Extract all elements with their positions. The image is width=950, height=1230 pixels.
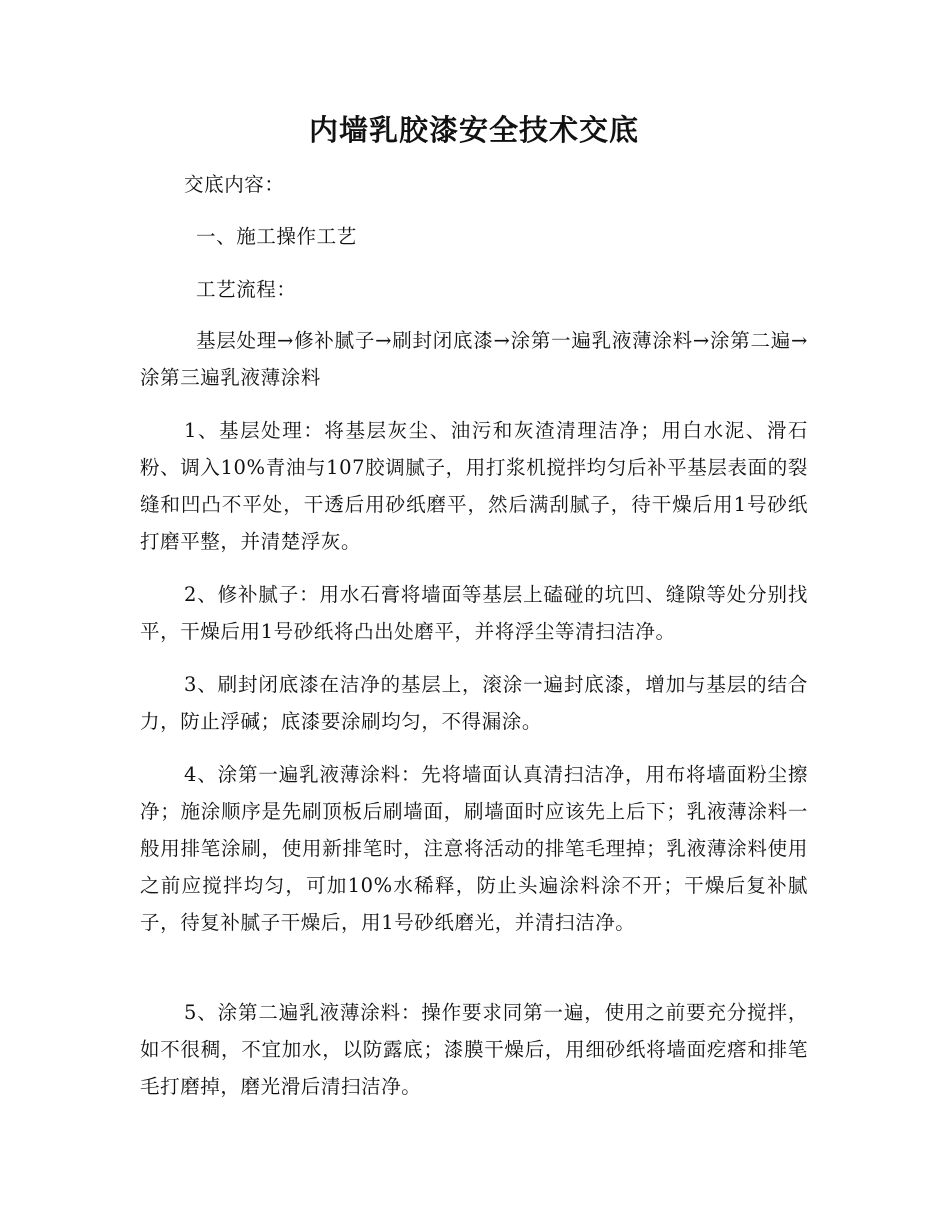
paragraph-4: 4、涂第一遍乳液薄涂料：先将墙面认真清扫洁净，用布将墙面粉尘擦净；施涂顺序是先刷顶板后刷墙面，刷墙面时应该先上后下；乳液薄涂料一般用排笔涂刷，使用新排笔时，注意将活动的排笔毛理掉；乳液薄涂料使用之前应搅拌均匀，可加10%水稀释，防止头遍涂料涂不开；干燥后复补腻子，待复补腻子干燥后，用1号砂纸磨光，并清扫洁净。 <box>140 763 808 934</box>
paragraph-1: 1、基层处理：将基层灰尘、油污和灰渣清理洁净；用白水泥、滑石粉、调入10%青油与107胶调腻子，用打浆机搅拌均匀后补平基层表面的裂缝和凹凸不平处，干透后用砂纸磨平，然后满刮腻子，待干燥后用1号砂纸打磨平整，并清楚浮灰。 <box>140 419 808 553</box>
paragraph-5: 5、涂第二遍乳液薄涂料：操作要求同第一遍，使用之前要充分搅拌，如不很稠，不宜加水，以防露底；漆膜干燥后，用细砂纸将墙面疙瘩和排笔毛打磨掉，磨光滑后清扫洁净。 <box>140 1001 808 1098</box>
process-flow: 基层处理→修补腻子→刷封闭底漆→涂第一遍乳液薄涂料→涂第二遍→涂第三遍乳液薄涂料 <box>140 329 808 389</box>
process-label: 工艺流程： <box>196 278 297 301</box>
intro-label: 交底内容： <box>184 173 285 196</box>
paragraph-2: 2、修补腻子：用水石膏将墙面等基层上磕碰的坑凹、缝隙等处分别找平，干燥后用1号砂纸将凸出处磨平，并将浮尘等清扫洁净。 <box>140 583 808 643</box>
paragraph-3: 3、刷封闭底漆在洁净的基层上，滚涂一遍封底漆，增加与基层的结合力，防止浮碱；底漆要涂刷均匀，不得漏涂。 <box>140 673 808 733</box>
document-title: 内墙乳胶漆安全技术交底 <box>308 113 639 147</box>
section-heading: 一、施工操作工艺 <box>196 225 357 248</box>
